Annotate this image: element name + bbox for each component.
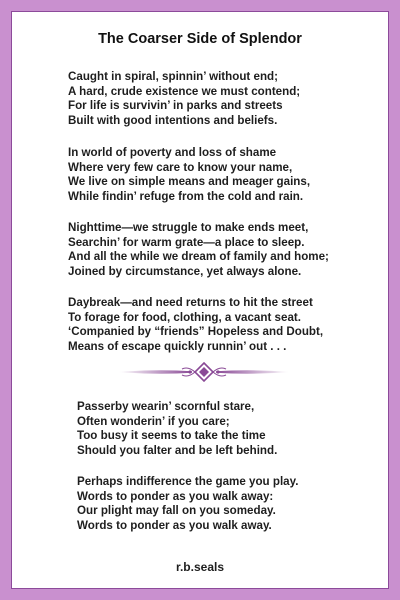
poem-line: Joined by circumstance, yet always alone.: [68, 265, 302, 279]
poem-title: The Coarser Side of Splendor: [98, 31, 302, 47]
poem-line: Searchin’ for warm grate—a place to sleep.: [68, 235, 305, 249]
poem-line: Caught in spiral, spinnin’ without end;: [68, 70, 278, 83]
poem-line: ‘Companied by “friends” Hopeless and Doubt,: [68, 325, 324, 339]
stanza-3: [68, 221, 329, 280]
poem-line: Words to ponder as you walk away.: [77, 519, 272, 533]
poem-line: While findin’ refuge from the cold and rain.: [68, 190, 304, 204]
author-signature: r.b.seals: [175, 560, 225, 574]
ornamental-divider-icon: [116, 362, 292, 382]
poem-line: In world of poverty and loss of shame: [68, 146, 277, 159]
poem-line: Means of escape quickly runnin’ out . . .: [68, 340, 287, 354]
stanza-2: [68, 146, 310, 205]
poem-line: Built with good intentions and beliefs.: [68, 114, 278, 128]
poem-card: [11, 11, 389, 589]
stanza-6: [77, 475, 298, 534]
poem-line: Often wonderin’ if you care;: [77, 414, 230, 428]
poem-line: Daybreak—and need returns to hit the street: [68, 296, 313, 309]
stanza-1: [68, 70, 300, 129]
poem-line: Passerby wearin’ scornful stare,: [77, 400, 255, 413]
poem-line: Perhaps indifference the game you play.: [77, 475, 299, 488]
stanza-4: [68, 296, 323, 355]
poem-line: Nighttime—we struggle to make ends meet,: [68, 221, 309, 234]
stanza-5: [77, 400, 277, 459]
poem-line: Where very few care to know your name,: [68, 160, 293, 174]
poem-line: Should you falter and be left behind.: [77, 444, 278, 458]
poem-line: For life is survivin’ in parks and streets: [68, 99, 283, 113]
poem-line: Words to ponder as you walk away:: [77, 489, 274, 503]
poem-line: A hard, crude existence we must contend;: [68, 84, 301, 98]
poem-line: We live on simple means and meager gains,: [68, 175, 311, 189]
poem-line: To forage for food, clothing, a vacant seat.: [68, 310, 301, 324]
poem-line: And all the while we dream of family and home;: [68, 250, 329, 264]
poem-line: Too busy it seems to take the time: [77, 429, 266, 443]
poem-line: Our plight may fall on you someday.: [77, 504, 276, 518]
